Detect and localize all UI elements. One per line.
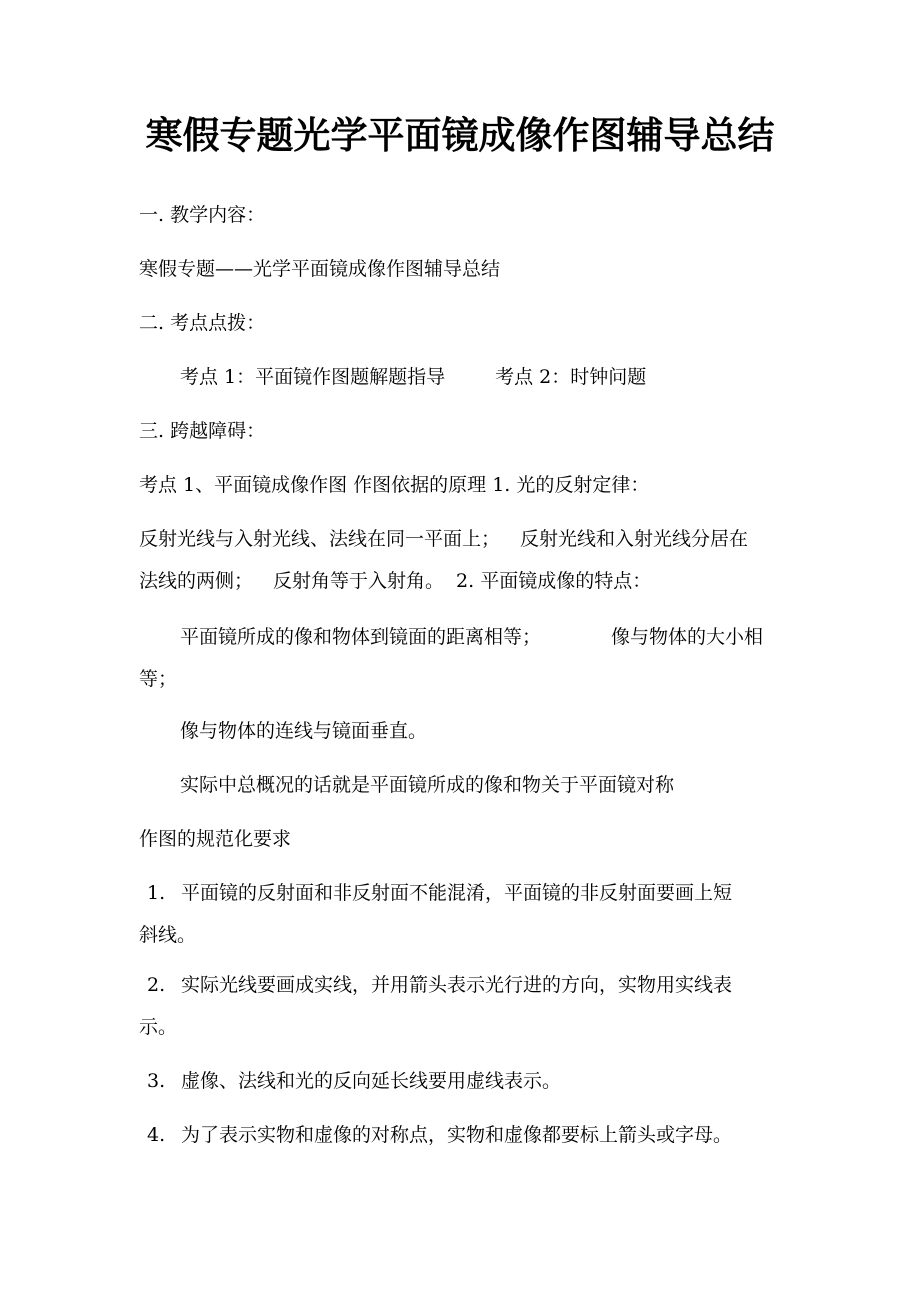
mirror-symmetry-summary: 实际中总概况的话就是平面镜所成的像和物关于平面镜对称 — [180, 774, 675, 796]
requirement-4-number: 4. — [147, 1124, 166, 1146]
mirror-feature-perpendicular: 像与物体的连线与镜面垂直。 — [180, 720, 428, 742]
reflection-law-line-2 — [139, 566, 784, 596]
reflection-law-line-1 — [139, 524, 784, 554]
mirror-feature-clause-2: 像与物体的大小相 — [611, 626, 764, 648]
section-3-heading: 三. 跨越障碍： — [139, 420, 266, 442]
section-3-intro: 考点 1、平面镜成像作图 作图依据的原理 1. 光的反射定律： — [139, 474, 650, 496]
requirement-3-text: 虚像、法线和光的反向延长线要用虚线表示。 — [181, 1070, 562, 1092]
requirement-3 — [139, 1066, 784, 1096]
mirror-feature-line-2: 等； — [139, 668, 178, 690]
document-title: 寒假专题光学平面镜成像作图辅导总结 — [145, 114, 775, 157]
requirement-2-number: 2. — [147, 974, 166, 996]
reflection-law-clause-4: 反射角等于入射角。 — [273, 570, 445, 592]
section-2-points — [180, 362, 825, 392]
section-1-text: 寒假专题——光学平面镜成像作图辅导总结 — [139, 258, 501, 280]
mirror-image-features-label: 2. 平面镜成像的特点： — [456, 570, 652, 592]
requirement-1-text: 平面镜的反射面和非反射面不能混淆，平面镜的非反射面要画上短 — [181, 882, 733, 904]
requirement-3-number: 3. — [147, 1070, 166, 1092]
section-2-heading: 二. 考点点拨： — [139, 312, 266, 334]
reflection-law-clause-3: 法线的两侧； — [139, 570, 254, 592]
mirror-feature-clause-1: 平面镜所成的像和物体到镜面的距离相等； — [180, 626, 542, 648]
requirement-2-line-2: 示。 — [139, 1016, 178, 1038]
reflection-law-clause-1: 反射光线与入射光线、法线在同一平面上； — [139, 528, 501, 550]
section-1-heading: 一. 教学内容： — [139, 204, 266, 226]
requirement-2-text: 实际光线要画成实线，并用箭头表示光行进的方向，实物用实线表 — [181, 974, 733, 996]
requirement-1-line-2: 斜线。 — [139, 924, 197, 946]
requirements-heading: 作图的规范化要求 — [139, 828, 292, 850]
requirement-1-line-1 — [139, 878, 784, 908]
requirement-1-number: 1. — [147, 882, 166, 904]
requirement-2-line-1 — [139, 970, 784, 1000]
exam-point-2: 考点 2：时钟问题 — [495, 366, 647, 388]
mirror-feature-line-1 — [180, 622, 825, 652]
exam-point-1: 考点 1：平面镜作图题解题指导 — [180, 366, 446, 388]
requirement-4 — [139, 1120, 784, 1150]
requirement-4-text: 为了表示实物和虚像的对称点，实物和虚像都要标上箭头或字母。 — [181, 1124, 733, 1146]
reflection-law-clause-2: 反射光线和入射光线分居在 — [520, 528, 749, 550]
